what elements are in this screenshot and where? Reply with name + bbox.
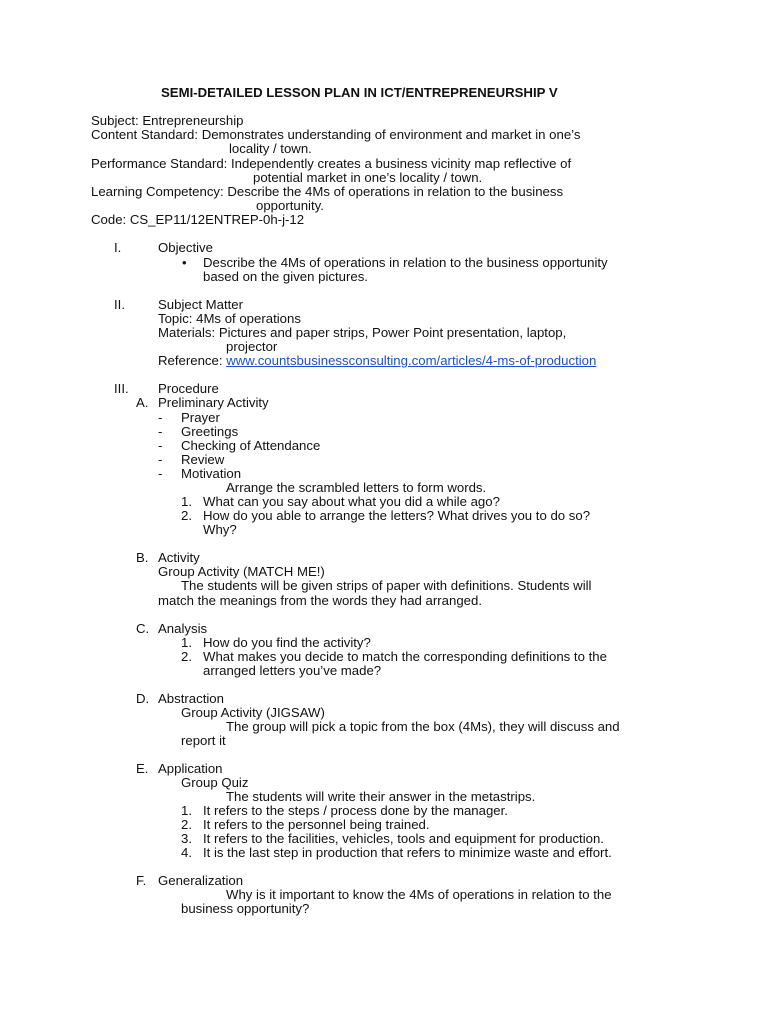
question-number: 2.	[181, 649, 192, 664]
application-group-title: Group Quiz	[181, 775, 249, 790]
document-title: SEMI-DETAILED LESSON PLAN IN ICT/ENTREPRENEURSHIP V	[161, 85, 558, 100]
reference-label: Reference:	[158, 353, 227, 368]
application-item: It refers to the personnel being trained.	[203, 817, 430, 832]
subsection-letter-f: F.	[136, 873, 147, 888]
activity-group-title: Group Activity (MATCH ME!)	[158, 564, 325, 579]
subsection-heading-activity: Activity	[158, 550, 200, 565]
question-number: 2.	[181, 817, 192, 832]
subsection-heading-abstraction: Abstraction	[158, 691, 224, 706]
preliminary-item: - Checking of Attendance	[181, 439, 320, 453]
reference-link[interactable]: www.countsbusinessconsulting.com/articles/4-ms-of-production	[226, 353, 597, 368]
section-heading-objective: Objective	[158, 240, 213, 255]
subsection-heading-generalization: Generalization	[158, 873, 244, 888]
analysis-question-1: How do you find the activity?	[203, 635, 371, 650]
subject-line: Subject: Entrepreneurship	[91, 113, 244, 128]
abstraction-text-line-2: report it	[181, 733, 226, 748]
activity-text-line-1: The students will be given strips of paper with definitions. Students will	[181, 578, 592, 593]
subsection-letter-d: D.	[136, 691, 150, 706]
subsection-letter-a: A.	[136, 395, 149, 410]
subsection-letter-c: C.	[136, 621, 150, 636]
preliminary-item: - Greetings	[181, 425, 238, 439]
question-number: 2.	[181, 508, 192, 523]
learning-competency-line-1: Learning Competency: Describe the 4Ms of operations in relation to the business	[91, 184, 564, 199]
analysis-question-2: What makes you decide to match the corresponding definitions to the	[203, 649, 607, 664]
analysis-question-2-cont: arranged letters you’ve made?	[203, 663, 382, 678]
abstraction-group-title: Group Activity (JIGSAW)	[181, 705, 325, 720]
objective-bullet-line-1: • Describe the 4Ms of operations in relation to the business opportunity	[203, 256, 608, 270]
materials-line-1: Materials: Pictures and paper strips, Power Point presentation, laptop,	[158, 325, 567, 340]
preliminary-item: - Prayer	[181, 411, 220, 425]
application-item: It is the last step in production that refers to minimize waste and effort.	[203, 845, 612, 860]
section-number-objective: I.	[114, 240, 122, 255]
topic-line: Topic: 4Ms of operations	[158, 311, 301, 326]
question-number: 1.	[181, 803, 192, 818]
section-number-subject-matter: II.	[114, 297, 125, 312]
learning-competency-line-2: opportunity.	[256, 198, 324, 213]
content-standard-line-1: Content Standard: Demonstrates understanding of environment and market in one’s	[91, 127, 581, 142]
subsection-heading-preliminary: Preliminary Activity	[158, 395, 269, 410]
preliminary-item: - Motivation	[181, 467, 241, 481]
materials-line-2: projector	[226, 339, 278, 354]
motivation-question-1: What can you say about what you did a while ago?	[203, 494, 500, 509]
application-item: It refers to the facilities, vehicles, tools and equipment for production.	[203, 831, 604, 846]
reference-line	[158, 354, 596, 368]
abstraction-text-line-1: The group will pick a topic from the box (4Ms), they will discuss and	[226, 719, 620, 734]
application-item: It refers to the steps / process done by the manager.	[203, 803, 508, 818]
question-number: 3.	[181, 831, 192, 846]
section-heading-subject-matter: Subject Matter	[158, 297, 244, 312]
content-standard-line-2: locality / town.	[229, 141, 312, 156]
question-number: 1.	[181, 635, 192, 650]
performance-standard-line-2: potential market in one’s locality / town.	[253, 170, 483, 185]
subsection-heading-application: Application	[158, 761, 223, 776]
motivation-question-2: How do you able to arrange the letters? What drives you to do so?	[203, 508, 591, 523]
motivation-instruction: Arrange the scrambled letters to form words.	[226, 480, 487, 495]
question-number: 4.	[181, 845, 192, 860]
subsection-letter-b: B.	[136, 550, 149, 565]
section-number-procedure: III.	[114, 381, 129, 396]
generalization-text-line-2: business opportunity?	[181, 901, 310, 916]
subsection-letter-e: E.	[136, 761, 149, 776]
section-heading-procedure: Procedure	[158, 381, 219, 396]
motivation-question-2-cont: Why?	[203, 522, 237, 537]
subsection-heading-analysis: Analysis	[158, 621, 208, 636]
preliminary-item: - Review	[181, 453, 224, 467]
application-text: The students will write their answer in the metastrips.	[226, 789, 536, 804]
objective-bullet-line-2: based on the given pictures.	[203, 269, 368, 284]
code-line: Code: CS_EP11/12ENTREP-0h-j-12	[91, 212, 305, 227]
performance-standard-line-1: Performance Standard: Independently creates a business vicinity map reflective of	[91, 156, 572, 171]
activity-text-line-2: match the meanings from the words they had arranged.	[158, 593, 483, 608]
generalization-text-line-1: Why is it important to know the 4Ms of operations in relation to the	[226, 887, 612, 902]
question-number: 1.	[181, 494, 192, 509]
